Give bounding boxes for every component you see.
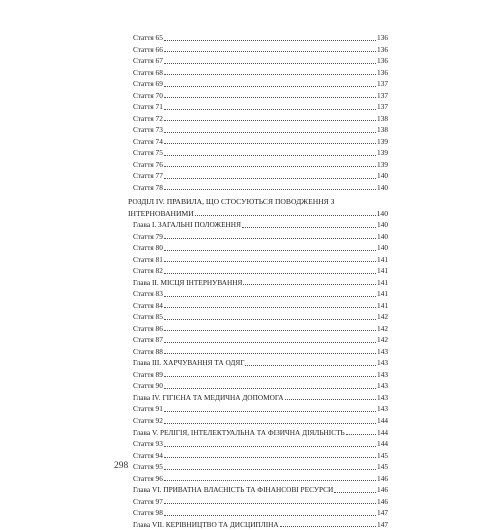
toc-entry-page: 142 <box>377 312 388 322</box>
toc-entry-title: Глава VII. КЕРІВНИЦТВО ТА ДИСЦИПЛІНА <box>133 519 279 529</box>
toc-entry <box>114 101 388 113</box>
toc-leader-dots <box>164 96 376 98</box>
toc-entry-page: 146 <box>377 496 388 506</box>
toc-entry <box>114 265 388 277</box>
toc-entry-page: 145 <box>377 450 388 460</box>
table-of-contents <box>114 32 388 530</box>
toc-entry-page: 141 <box>377 300 388 310</box>
toc-section-title-text-line1: РОЗДІЛ IV. ПРАВИЛА, ЩО СТОСУЮТЬСЯ ПОВОДЖЕННЯ З <box>128 197 335 207</box>
toc-entry <box>114 415 388 427</box>
toc-leader-dots <box>164 73 376 75</box>
toc-leader-dots <box>164 154 376 156</box>
toc-entry-page: 143 <box>377 404 388 414</box>
toc-entry-title: Стаття 74 <box>133 136 163 146</box>
toc-entry <box>114 170 388 182</box>
toc-leader-dots <box>164 468 376 470</box>
toc-entry-title: Стаття 81 <box>133 254 163 264</box>
toc-entry <box>114 357 388 369</box>
toc-entry-title: Стаття 90 <box>133 381 163 391</box>
toc-entry-title: Стаття 84 <box>133 300 163 310</box>
toc-entry-page: 144 <box>377 415 388 425</box>
toc-entry-title: Глава III. ХАРЧУВАННЯ ТА ОДЯГ <box>133 358 245 368</box>
toc-entry-page: 143 <box>377 346 388 356</box>
toc-entry-title: Стаття 82 <box>133 266 163 276</box>
toc-section-title-line1 <box>114 196 388 208</box>
toc-leader-dots <box>164 142 376 144</box>
toc-entry <box>114 473 388 485</box>
toc-entry <box>114 496 388 508</box>
toc-entry-title: Стаття 67 <box>133 56 163 66</box>
toc-entry-page: 140 <box>377 182 388 192</box>
toc-entry-page: 140 <box>377 231 388 241</box>
toc-entry <box>114 392 388 404</box>
toc-entry <box>114 182 388 194</box>
toc-entry-page: 141 <box>377 254 388 264</box>
toc-entry <box>114 323 388 335</box>
toc-entry-title: Стаття 93 <box>133 439 163 449</box>
toc-entry-page: 140 <box>377 171 388 181</box>
toc-entry-page: 141 <box>377 289 388 299</box>
toc-entry <box>114 254 388 266</box>
toc-entry-page: 143 <box>377 381 388 391</box>
toc-entry-page: 136 <box>377 33 388 42</box>
toc-section-entries-group <box>114 219 388 530</box>
toc-entry <box>114 369 388 381</box>
toc-entry-title: Стаття 70 <box>133 90 163 100</box>
toc-entry-page: 138 <box>377 125 388 135</box>
toc-entry <box>114 380 388 392</box>
toc-leader-dots <box>164 352 376 354</box>
toc-entry <box>114 334 388 346</box>
toc-leader-dots <box>164 306 376 308</box>
toc-entry-title: Глава II. МІСЦЯ ІНТЕРНУВАННЯ <box>133 277 243 287</box>
toc-section-title-line2 <box>114 208 388 219</box>
toc-entry-title: Стаття 95 <box>133 462 163 472</box>
toc-entry <box>114 288 388 300</box>
toc-entry <box>114 403 388 415</box>
toc-leader-dots <box>243 283 376 285</box>
toc-entry-page: 147 <box>377 519 388 529</box>
toc-leader-dots <box>164 456 376 458</box>
toc-entry-title: Стаття 85 <box>133 312 163 322</box>
toc-entry-title: Стаття 71 <box>133 102 163 112</box>
toc-entry <box>114 461 388 473</box>
toc-entry-title: Стаття 79 <box>133 231 163 241</box>
toc-entry-title: Стаття 88 <box>133 346 163 356</box>
toc-entry-page: 144 <box>377 427 388 437</box>
toc-leader-dots <box>164 188 376 190</box>
toc-entry-page: 141 <box>377 277 388 287</box>
toc-entry-page: 136 <box>377 44 388 54</box>
toc-leader-dots <box>164 502 376 504</box>
toc-entry <box>114 136 388 148</box>
page-number: 298 <box>114 461 129 471</box>
toc-leader-dots <box>164 375 376 377</box>
toc-entry-title: Глава I. ЗАГАЛЬНІ ПОЛОЖЕННЯ <box>133 220 241 230</box>
toc-leader-dots <box>164 329 376 331</box>
toc-entry <box>114 300 388 312</box>
toc-entry <box>114 124 388 136</box>
toc-leader-dots <box>164 131 376 133</box>
toc-entry-page: 139 <box>377 159 388 169</box>
toc-entry <box>114 507 388 519</box>
toc-entry-page: 136 <box>377 67 388 77</box>
toc-entry <box>114 346 388 358</box>
toc-entry-page: 137 <box>377 90 388 100</box>
toc-entry-title: Глава VI. ПРИВАТНА ВЛАСНІСТЬ ТА ФІНАНСОВІ РЕСУРСИ <box>133 485 334 495</box>
toc-entry <box>114 277 388 289</box>
toc-leader-dots <box>164 39 376 41</box>
toc-entry <box>114 78 388 90</box>
toc-entry-page: 137 <box>377 79 388 89</box>
toc-section-page: 140 <box>376 209 388 219</box>
toc-entry-title: Глава V. РЕЛІГІЯ, ІНТЕЛЕКТУАЛЬНА ТА ФІЗИЧНА ДІЯЛЬНІСТЬ <box>133 427 345 437</box>
toc-leader-dots <box>164 50 376 52</box>
toc-entry <box>114 427 388 439</box>
toc-leader-dots <box>164 165 376 167</box>
toc-entry-page: 140 <box>377 220 388 230</box>
toc-entry <box>114 67 388 79</box>
toc-entry <box>114 32 388 44</box>
toc-entry-page: 143 <box>377 369 388 379</box>
toc-entry-page: 140 <box>377 243 388 253</box>
toc-entry-title: Стаття 65 <box>133 33 163 42</box>
toc-leader-dots <box>164 514 376 516</box>
toc-leader-dots <box>164 479 376 481</box>
toc-entry-page: 142 <box>377 335 388 345</box>
toc-entry-page: 144 <box>377 439 388 449</box>
toc-entry-page: 143 <box>377 358 388 368</box>
toc-leader-dots <box>164 272 376 274</box>
toc-entry-title: Стаття 91 <box>133 404 163 414</box>
toc-leader-dots <box>164 108 376 110</box>
toc-entry <box>114 438 388 450</box>
toc-entry-title: Стаття 77 <box>133 171 163 181</box>
toc-entry <box>114 219 388 231</box>
toc-entries-group <box>114 32 388 193</box>
toc-entry-page: 136 <box>377 56 388 66</box>
toc-entry-title: Стаття 76 <box>133 159 163 169</box>
toc-leader-dots <box>164 177 376 179</box>
toc-leader-dots <box>164 410 376 412</box>
toc-entry-page: 146 <box>377 473 388 483</box>
toc-entry <box>114 231 388 243</box>
toc-entry-page: 145 <box>377 462 388 472</box>
toc-entry-page: 141 <box>377 266 388 276</box>
toc-entry-title: Стаття 80 <box>133 243 163 253</box>
toc-leader-dots <box>346 433 376 435</box>
toc-entry-page: 142 <box>377 323 388 333</box>
toc-entry-title: Стаття 86 <box>133 323 163 333</box>
toc-entry <box>114 450 388 462</box>
toc-entry-title: Стаття 94 <box>133 450 163 460</box>
toc-leader-dots <box>164 260 376 262</box>
toc-leader-dots <box>164 62 376 64</box>
toc-entry-title: Стаття 72 <box>133 113 163 123</box>
toc-section-title-text-line2: ІНТЕРНОВАНИМИ <box>128 209 194 219</box>
toc-entry-title: Стаття 97 <box>133 496 163 506</box>
toc-entry <box>114 484 388 496</box>
toc-leader-dots <box>164 119 376 121</box>
toc-entry <box>114 242 388 254</box>
toc-leader-dots <box>242 226 376 228</box>
toc-leader-dots <box>164 387 376 389</box>
toc-leader-dots <box>164 295 376 297</box>
toc-entry-page: 139 <box>377 148 388 158</box>
toc-entry-title: Стаття 92 <box>133 415 163 425</box>
toc-leader-dots <box>285 398 376 400</box>
toc-entry <box>114 44 388 56</box>
toc-entry-title: Стаття 75 <box>133 148 163 158</box>
toc-entry-title: Стаття 98 <box>133 508 163 518</box>
toc-entry-title: Стаття 96 <box>133 473 163 483</box>
toc-entry-title: Стаття 89 <box>133 369 163 379</box>
toc-leader-dots <box>164 422 376 424</box>
toc-entry-page: 146 <box>377 485 388 495</box>
toc-entry-title: Стаття 78 <box>133 182 163 192</box>
toc-leader-dots <box>195 214 376 216</box>
toc-leader-dots <box>334 491 376 493</box>
toc-leader-dots <box>245 364 376 366</box>
toc-leader-dots <box>164 237 376 239</box>
toc-entry <box>114 90 388 102</box>
toc-leader-dots <box>164 85 376 87</box>
toc-leader-dots <box>164 445 376 447</box>
toc-entry-title: Глава IV. ГІГІЄНА ТА МЕДИЧНА ДОПОМОГА <box>133 392 284 402</box>
toc-leader-dots <box>280 525 376 527</box>
toc-leader-dots <box>164 249 376 251</box>
toc-entry-title: Стаття 83 <box>133 289 163 299</box>
toc-entry <box>114 519 388 530</box>
toc-leader-dots <box>164 341 376 343</box>
toc-entry-page: 143 <box>377 392 388 402</box>
toc-entry-title: Стаття 68 <box>133 67 163 77</box>
toc-entry <box>114 55 388 67</box>
toc-entry-page: 137 <box>377 102 388 112</box>
toc-entry <box>114 147 388 159</box>
toc-entry-title: Стаття 66 <box>133 44 163 54</box>
toc-entry-title: Стаття 87 <box>133 335 163 345</box>
toc-entry-title: Стаття 73 <box>133 125 163 135</box>
toc-entry <box>114 159 388 171</box>
toc-entry-page: 147 <box>377 508 388 518</box>
toc-entry-title: Стаття 69 <box>133 79 163 89</box>
toc-entry-page: 139 <box>377 136 388 146</box>
toc-entry <box>114 311 388 323</box>
toc-leader-dots <box>164 318 376 320</box>
toc-entry-page: 138 <box>377 113 388 123</box>
toc-entry <box>114 113 388 125</box>
